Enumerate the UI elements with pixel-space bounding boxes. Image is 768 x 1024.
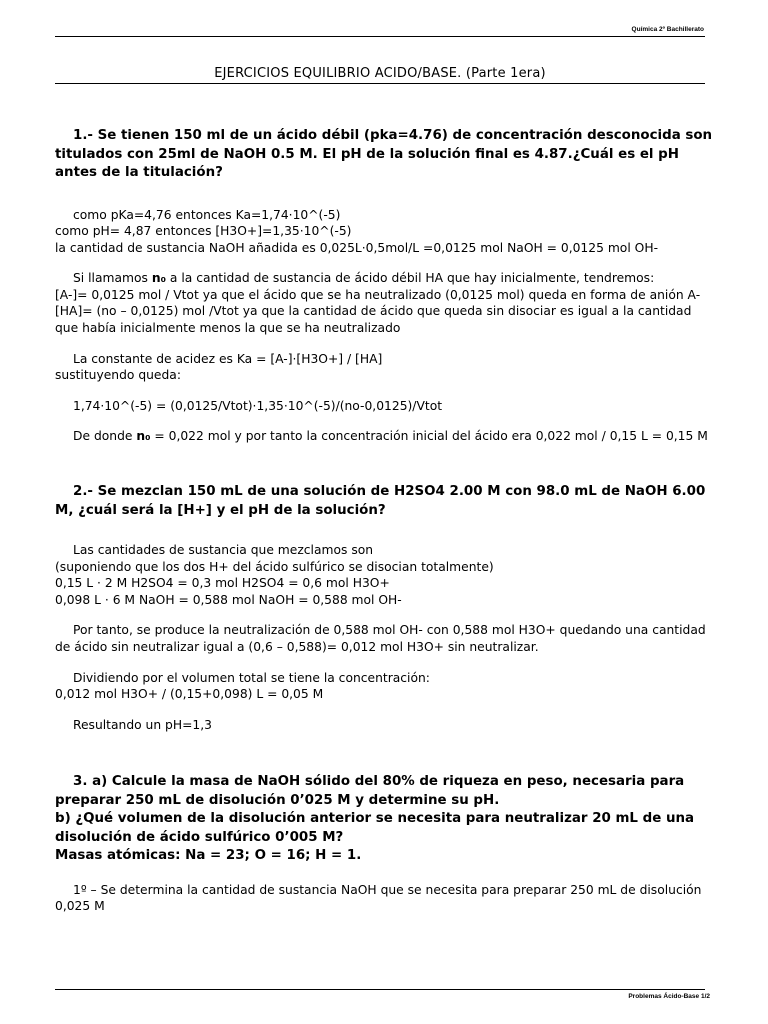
q1-line: [HA]= (no – 0,0125) mol /Vtot ya que la cantidad de ácido que queda sin disociar es igual a la cantidad que había inicialmente menos la que se ha neutralizado — [55, 304, 692, 336]
q1-line: Si llamamos n₀ a la cantidad de sustancia de ácido débil HA que hay inicialmente, tendremos: — [73, 271, 655, 286]
q1-line: sustituyendo queda: — [55, 368, 181, 383]
q1-line: como pH= 4,87 entonces [H3O+]=1,35·10^(-5) — [55, 224, 352, 239]
page-title: EJERCICIOS EQUILIBRIO ACIDO/BASE. (Parte 1era) — [214, 66, 546, 81]
q3-statement-a: 3. a) Calcule la masa de NaOH sólido del 80% de riqueza en peso, necesaria para preparar 250 mL de disolución 0’025 M y determine su pH. — [55, 774, 685, 808]
q2-line: Dividiendo por el volumen total se tiene la concentración: — [73, 670, 430, 685]
q1-line: [A-]= 0,0125 mol / Vtot ya que el ácido que se ha neutralizado (0,0125 mol) queda en forma de anión A- — [55, 287, 701, 302]
footer-page-label: Problemas Ácido-Base 1/2 — [628, 993, 710, 1000]
header-rule — [55, 36, 705, 37]
footer-rule — [55, 989, 705, 990]
q2-statement: 2.- Se mezclan 150 mL de una solución de H2SO4 2.00 M con 98.0 mL de NaOH 6.00 M, ¿cuál será la [H+] y el pH de la solución? — [55, 484, 706, 518]
q1-line: La constante de acidez es Ka = [A-]·[H3O+] / [HA] — [73, 351, 383, 366]
q2-line: Por tanto, se produce la neutralización de 0,588 mol OH- con 0,588 mol H3O+ quedando una cantidad de ácido sin neutralizar igual a (0,6 – 0,588)= 0,012 mol H3O+ sin neutralizar. — [55, 623, 706, 654]
q2-line: (suponiendo que los dos H+ del ácido sulfúrico se disocian totalmente) — [55, 559, 494, 574]
q2-result: Resultando un pH=1,3 — [73, 717, 212, 732]
q3-statement-b: b) ¿Qué volumen de la disolución anterior se necesita para neutralizar 20 mL de una disolución de ácido sulfúrico 0’005 M? — [55, 811, 695, 845]
q2-line: 0,012 mol H3O+ / (0,15+0,098) L = 0,05 M — [55, 687, 324, 702]
q1-conclusion: De donde n₀ = 0,022 mol y por tanto la concentración inicial del ácido era 0,022 mol / 0,15 L = 0,15 M — [73, 429, 708, 444]
header-subject: Química 2º Bachillerato — [631, 26, 704, 33]
q1-line: como pKa=4,76 entonces Ka=1,74·10^(-5) — [73, 207, 341, 222]
q2-line: 0,15 L · 2 M H2SO4 = 0,3 mol H2SO4 = 0,6 mol H3O+ — [55, 576, 390, 591]
q1-line: la cantidad de sustancia NaOH añadida es 0,025L·0,5mol/L =0,0125 mol NaOH = 0,0125 mol OH- — [55, 240, 659, 255]
title-rule — [55, 83, 705, 84]
q3-line: 1º – Se determina la cantidad de sustancia NaOH que se necesita para preparar 250 mL de disolución 0,025 M — [55, 882, 702, 914]
q1-equation: 1,74·10^(-5) = (0,0125/Vtot)·1,35·10^(-5)/(no-0,0125)/Vtot — [73, 398, 443, 413]
document-body — [55, 127, 717, 915]
q3-atomic-masses: Masas atómicas: Na = 23; O = 16; H = 1. — [55, 848, 362, 864]
q1-statement: 1.- Se tienen 150 ml de un ácido débil (pka=4.76) de concentración desconocida son titulados con 25ml de NaOH 0.5 M. El pH de la solución final es 4.87.¿Cuál es el pH antes de la titulación? — [55, 128, 713, 180]
q2-line: Las cantidades de sustancia que mezclamos son — [73, 543, 374, 558]
q2-line: 0,098 L · 6 M NaOH = 0,588 mol NaOH = 0,588 mol OH- — [55, 592, 402, 607]
